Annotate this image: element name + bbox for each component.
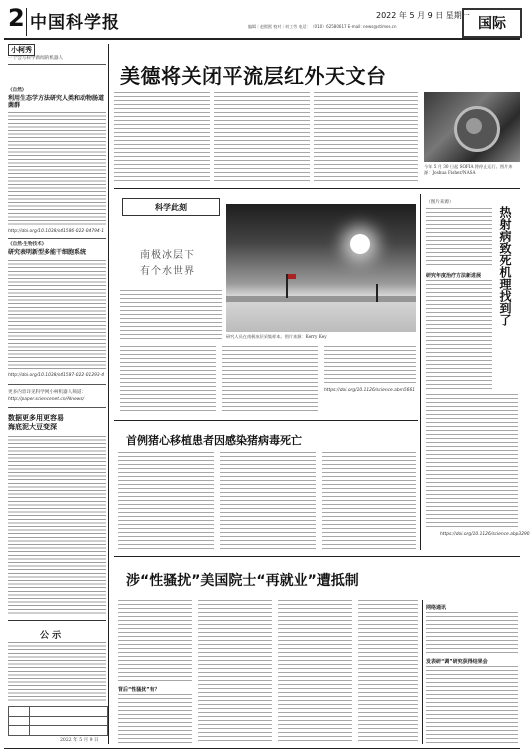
harassment-headline: 涉“性骚扰”美国院士“再就业”遭抵制 — [126, 573, 359, 589]
section-rule — [114, 420, 418, 421]
divider — [8, 407, 106, 408]
story-body — [8, 260, 106, 370]
divider — [8, 238, 106, 239]
divider — [8, 620, 106, 621]
story-body — [8, 112, 106, 226]
paper-name: 中国科学报 — [30, 13, 120, 33]
channel-link[interactable]: http://paper.sciencenet.cn/AInews/ — [8, 397, 85, 402]
antarctic-photo — [226, 204, 416, 332]
side-headline: 热射病致死机理找到了 — [498, 206, 512, 326]
harassment-body-col3 — [278, 600, 352, 744]
notice-title: 公 示 — [40, 631, 62, 641]
story-title: 数据更多用更容易 — [8, 414, 64, 422]
story-title: 研究表明新型多能干细胞系统 — [8, 249, 87, 256]
masthead-divider — [26, 8, 27, 36]
lead-body-col3 — [314, 92, 418, 184]
issue-date: 2022 年 5 月 9 日 星期一 — [376, 11, 470, 20]
right-body-top — [426, 612, 518, 654]
feature-column-tag-text: 科学此刻 — [155, 202, 187, 212]
footer-rule — [4, 748, 520, 749]
feature-label-line1: 南极冰层下 — [140, 250, 195, 261]
harassment-body-col4 — [358, 600, 418, 744]
story-kicker: 《自然·生物技术》 — [8, 242, 47, 247]
notice-date: 2022 年 5 月 9 日 — [60, 738, 99, 743]
feature-body-col2 — [222, 346, 318, 414]
side-body-top — [426, 208, 492, 268]
feature-column-tag — [122, 198, 220, 216]
side-body-bottom — [426, 394, 518, 528]
column-tag-subtitle: 一个会写科学新闻的机器人 — [8, 56, 64, 61]
side-subhead: 研究年度治疗方法新进展 — [426, 273, 482, 279]
harassment-body-col1b — [118, 694, 192, 744]
feature-intro — [120, 290, 222, 340]
harassment-subhead: 背后“性骚扰”有？ — [118, 687, 160, 693]
section-rule — [114, 188, 520, 189]
story-title: 海底泥大豆变深 — [8, 423, 57, 431]
right-body-bottom — [426, 666, 518, 744]
harassment-body-col2 — [198, 600, 272, 744]
column-tag: 小柯秀 — [8, 44, 35, 56]
notice-table — [8, 706, 108, 736]
editor-contact: 编辑｜赵熙熙 校对｜何工劳 电话：（010）62580617 E-mail: news@stimes.cn — [248, 24, 397, 29]
side-body-mid — [426, 280, 492, 390]
story-link[interactable]: http://doi.org/10.1038/s41586-022-04794-1 — [8, 229, 105, 234]
feature-label-line2: 有个水世界 — [140, 266, 195, 277]
story-title: 利用生态学方法研究人类和动物肠道菌群 — [8, 95, 105, 109]
notice-body — [8, 642, 106, 702]
right-subhead: 发表研“调”研究获得结果会 — [426, 659, 488, 665]
divider — [8, 384, 106, 385]
divider — [8, 64, 106, 65]
pig-heart-body-col3 — [322, 452, 416, 550]
section-label: 国际 — [462, 8, 522, 38]
feature-link[interactable]: https://doi.org/10.1126/science.abm5661 — [324, 388, 416, 393]
channel-note: 更多内容详见科学网小柯机器人频道： — [8, 390, 87, 395]
pig-heart-body-col2 — [220, 452, 316, 550]
feature-body-col1 — [120, 346, 216, 414]
story-link[interactable]: http://doi.org/10.1038/s41587-022-01293-4 — [8, 373, 105, 378]
sofia-photo — [424, 92, 520, 162]
left-column-divider — [108, 44, 109, 744]
side-tag: （图片来源） — [426, 200, 454, 205]
harassment-body-col1 — [118, 600, 192, 682]
right-subhead: 网络通讯 — [426, 605, 447, 611]
column-divider — [422, 600, 423, 744]
pig-heart-headline: 首例猪心移植患者因感染猪病毒死亡 — [126, 434, 302, 447]
section-rule — [114, 556, 520, 557]
lead-body-col1 — [114, 92, 210, 184]
story-body — [8, 436, 106, 614]
lead-headline: 美德将关闭平流层红外天文台 — [120, 64, 387, 88]
side-link[interactable]: https://doi.org/10.1126/science.abp3290 — [440, 532, 530, 537]
antarctic-photo-caption: 研究人员在南极冰层采集样本。图片来源：Kerry Key — [226, 334, 327, 339]
pig-heart-body-col1 — [118, 452, 214, 550]
masthead-rule — [4, 38, 520, 40]
sofia-photo-caption: 今年 5 月 30 日起 SOFIA 将停止运行。图片来源：Joshua Fisher/NASA — [424, 164, 513, 175]
side-divider — [420, 194, 421, 550]
lead-body-col2 — [214, 92, 310, 184]
page-number: 2 — [8, 4, 25, 32]
feature-body-col3 — [324, 346, 416, 386]
story-kicker: 《自然》 — [8, 88, 27, 93]
